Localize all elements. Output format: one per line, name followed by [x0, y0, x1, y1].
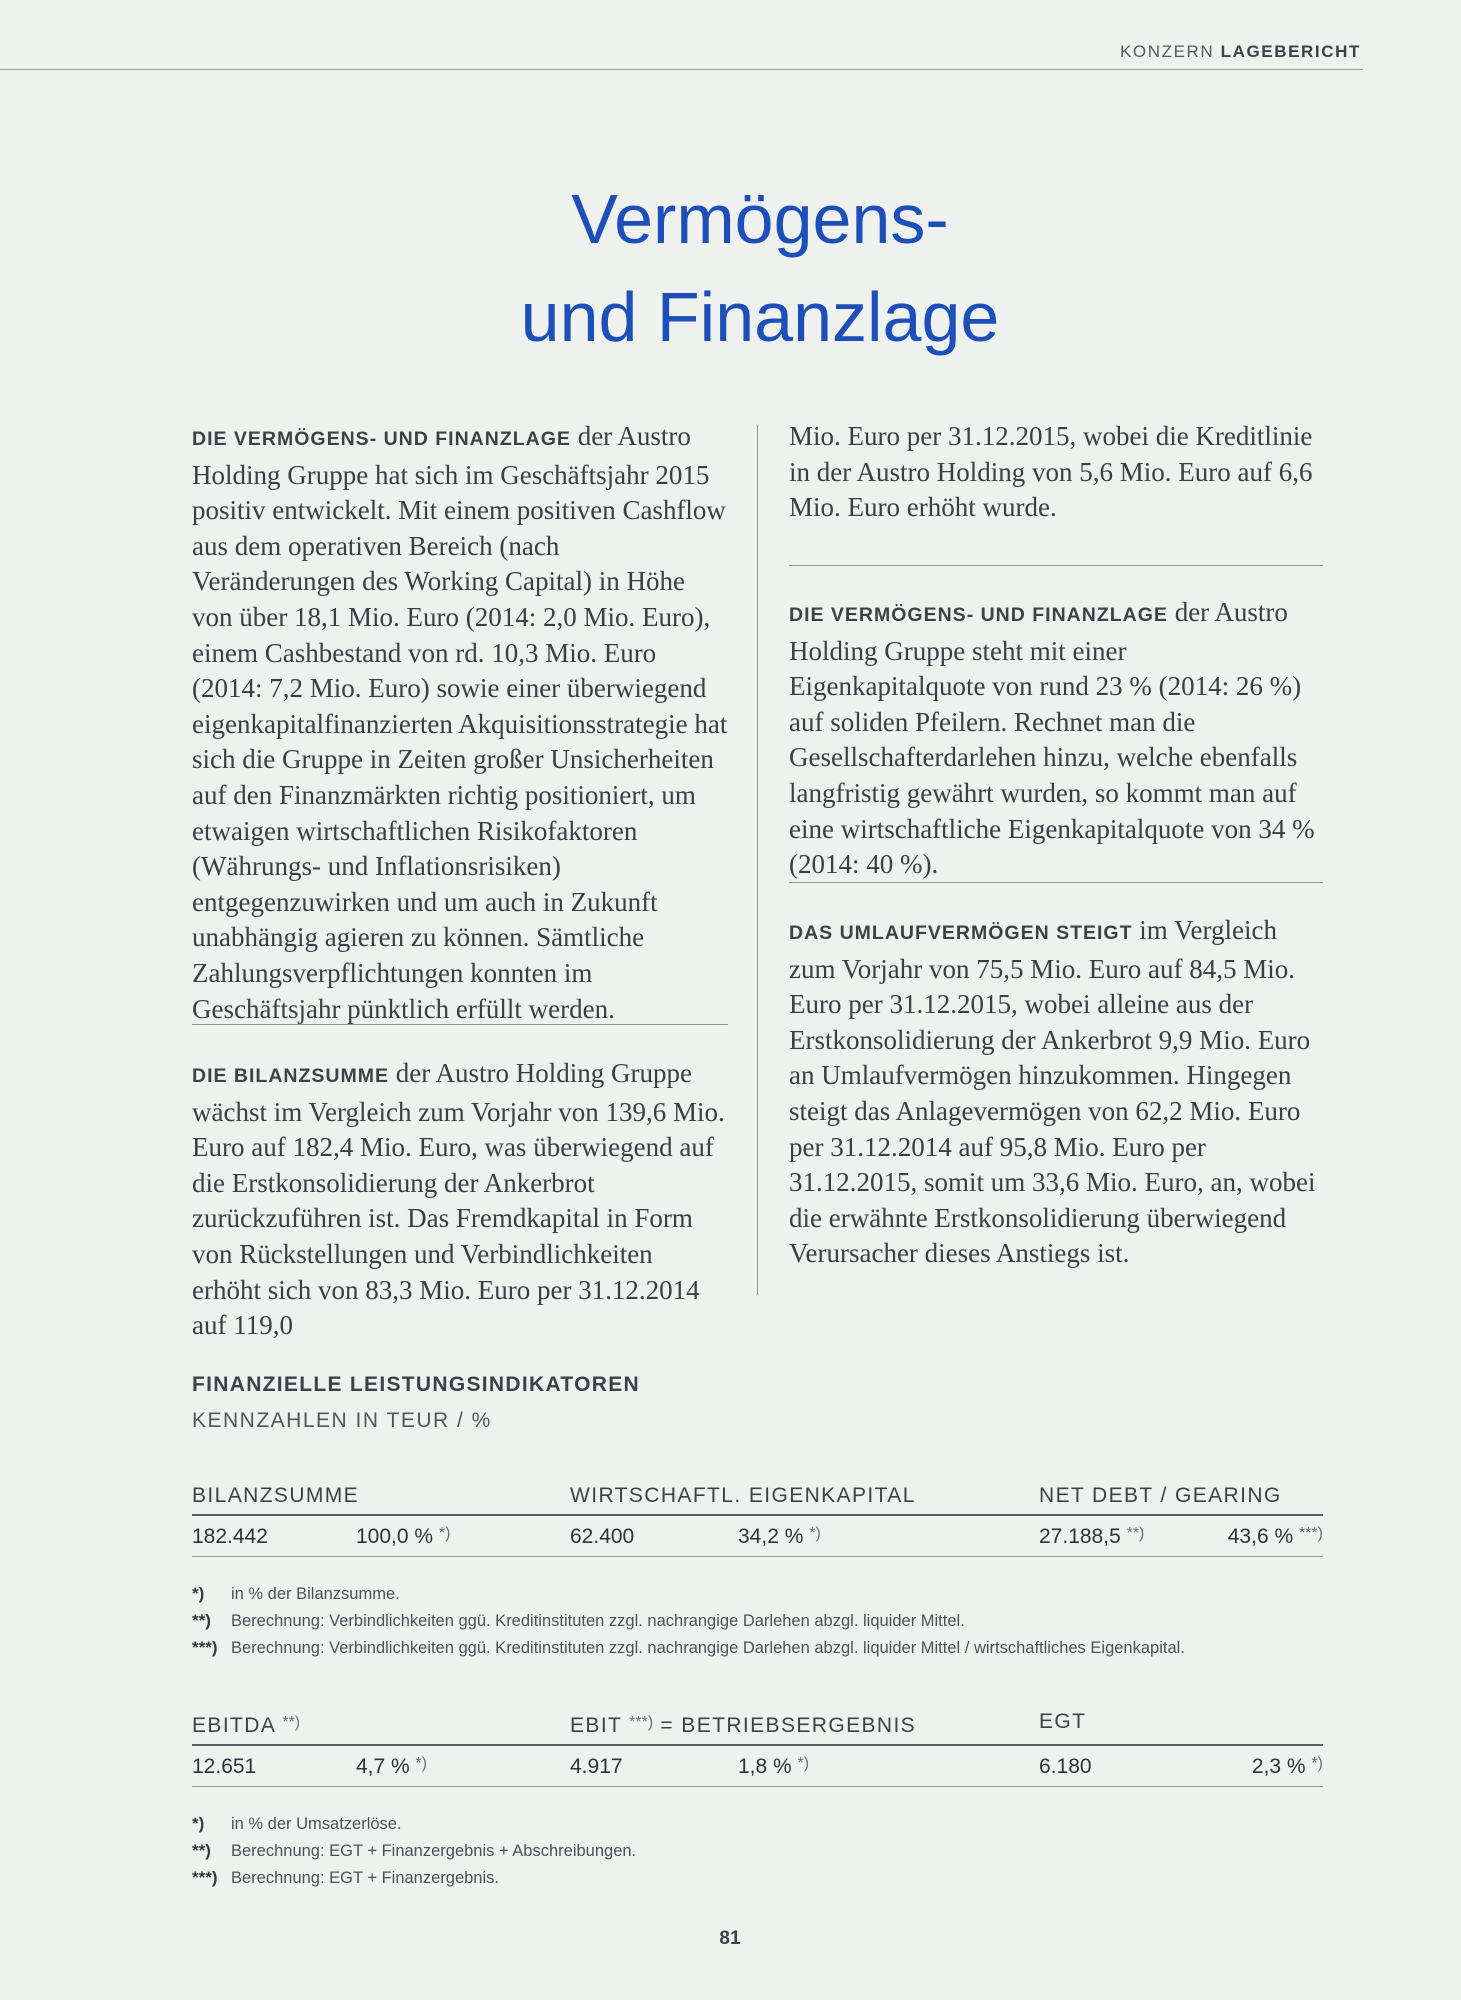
footnote: *) in % der Umsatzerlöse.	[192, 1814, 402, 1833]
kpi-subtitle: KENNZAHLEN IN TEUR / %	[192, 1409, 492, 1432]
paragraph-text: im Vergleich zum Vorjahr von 75,5 Mio. Euro auf 84,5 Mio. Euro per 31.12.2015, wobei alleine aus der Erstkonsolidierung der Ankerbrot 9,9 Mio. Euro an Umlaufvermögen hinzukommen. Hingegen steigt das Anlagevermögen von 62,2 Mio. Euro per 31.12.2014 auf 95,8 Mio. Euro per 31.12.2015, somit um 33,6 Mio. Euro, an, wobei die erwähnte Erstkonsolidierung überwiegend Verursacher dieses Anstiegs ist.	[789, 915, 1316, 1269]
left-column-paragraph-1	[192, 419, 728, 1027]
value-ebit: 4.917	[570, 1755, 623, 1778]
paragraph-text: Mio. Euro per 31.12.2015, wobei die Kreditlinie in der Austro Holding von 5,6 Mio. Euro auf 6,6 Mio. Euro erhöht wurde.	[789, 421, 1313, 523]
page-header	[0, 0, 1363, 70]
title-line-1: Vermögens-	[571, 180, 949, 258]
footnote: **) Berechnung: EGT + Finanzergebnis + Abschreibungen.	[192, 1841, 637, 1860]
column-header-egt: EGT	[1039, 1710, 1087, 1733]
footnote: ***) Berechnung: EGT + Finanzergebnis.	[192, 1868, 499, 1887]
left-column-paragraph-2	[192, 1056, 728, 1344]
value-bilanzsumme: 182.442	[192, 1525, 268, 1548]
right-column-paragraph-2	[789, 913, 1323, 1272]
percent-ebitda: 4,7 % *)	[356, 1755, 428, 1778]
divider	[789, 882, 1323, 883]
footnote: *) in % der Bilanzsumme.	[192, 1584, 400, 1603]
column-header-ebitda: EBITDA **)	[192, 1714, 301, 1737]
value-eigenkapital: 62.400	[570, 1525, 635, 1548]
value-ebitda: 12.651	[192, 1755, 257, 1778]
percent-eigenkapital: 34,2 % *)	[738, 1525, 821, 1548]
section-label-normal: KONZERN	[1119, 42, 1215, 61]
column-divider	[757, 425, 758, 1295]
page-number: 81	[719, 1928, 741, 1949]
column-header-eigenkapital: WIRTSCHAFTL. EIGENKAPITAL	[570, 1484, 916, 1507]
table-rule	[192, 1744, 1323, 1746]
paragraph-lead: DAS UMLAUFVERMÖGEN STEIGT	[789, 922, 1133, 944]
table-rule	[192, 1786, 1323, 1787]
right-column-paragraph-1	[789, 595, 1323, 883]
section-label	[1120, 42, 1361, 62]
footnote: ***) Berechnung: Verbindlichkeiten ggü. Kreditinstituten zzgl. nachrangige Darlehen abzgl. liquider Mittel / wirtschaftliches Eigenkapital.	[192, 1638, 1185, 1657]
footnote: **) Berechnung: Verbindlichkeiten ggü. Kreditinstituten zzgl. nachrangige Darlehen abzgl. liquider Mittel.	[192, 1611, 965, 1630]
value-egt: 6.180	[1039, 1755, 1092, 1778]
section-label-bold: LAGEBERICHT	[1220, 42, 1361, 61]
paragraph-text: der Austro Holding Gruppe steht mit einer Eigenkapitalquote von rund 23 % (2014: 26 %) auf soliden Pfeilern. Rechnet man die Gesellschafterdarlehen hinzu, welche ebenfalls langfristig gewährt wurden, so kommt man auf eine wirtschaftliche Eigenkapitalquote von 34 % (2014: 40 %).	[789, 597, 1315, 880]
paragraph-lead: DIE BILANZSUMME	[192, 1065, 389, 1087]
percent-ebit: 1,8 % *)	[738, 1755, 810, 1778]
kpi-title: FINANZIELLE LEISTUNGSINDIKATOREN	[192, 1373, 640, 1396]
divider	[192, 1024, 728, 1025]
page-title	[380, 170, 1140, 366]
title-line-2: und Finanzlage	[520, 278, 1000, 356]
paragraph-text: der Austro Holding Gruppe hat sich im Geschäftsjahr 2015 positiv entwickelt. Mit einem positiven Cashflow aus dem operativen Bereich (nach Veränderungen des Working Capital) in Höhe von über 18,1 Mio. Euro (2014: 2,0 Mio. Euro), einem Cashbestand von rd. 10,3 Mio. Euro (2014: 7,2 Mio. Euro) sowie einer überwiegend eigenkapitalfinanzierten Akquisitionsstrategie hat sich die Gruppe in Zeiten großer Unsicherheiten auf den Finanzmärkten richtig positioniert, um etwaigen wirtschaftlichen Risikofaktoren (Währungs- und Inflationsrisiken) entgegenzuwirken und um auch in Zukunft unabhängig agieren zu können. Sämtliche Zahlungsverpflichtungen konnten im Geschäftsjahr pünktlich erfüllt werden.	[192, 421, 728, 1024]
column-header-net-debt: NET DEBT / GEARING	[1039, 1484, 1282, 1507]
percent-gearing: 43,6 % ***)	[1227, 1525, 1323, 1548]
paragraph-text: der Austro Holding Gruppe wächst im Vergleich zum Vorjahr von 139,6 Mio. Euro auf 182,4 Mio. Euro, was überwiegend auf die Erstkonsolidierung der Ankerbrot zurückzuführen ist. Das Fremdkapital in Form von Rückstellungen und Verbindlichkeiten erhöht sich von 83,3 Mio. Euro per 31.12.2014 auf 119,0	[192, 1058, 725, 1341]
percent-egt: 2,3 % *)	[1251, 1755, 1323, 1778]
table-rule	[192, 1514, 1323, 1516]
paragraph-lead: DIE VERMÖGENS- UND FINANZLAGE	[192, 428, 571, 450]
percent-bilanzsumme: 100,0 % *)	[356, 1525, 451, 1548]
value-net-debt: 27.188,5 **)	[1039, 1525, 1145, 1548]
column-header-ebit: EBIT ***) = BETRIEBSERGEBNIS	[570, 1714, 917, 1737]
table-rule	[192, 1556, 1323, 1557]
column-header-bilanzsumme: BILANZSUMME	[192, 1484, 360, 1507]
divider	[789, 565, 1323, 566]
right-column-paragraph-0	[789, 419, 1323, 526]
paragraph-lead: DIE VERMÖGENS- UND FINANZLAGE	[789, 604, 1168, 626]
